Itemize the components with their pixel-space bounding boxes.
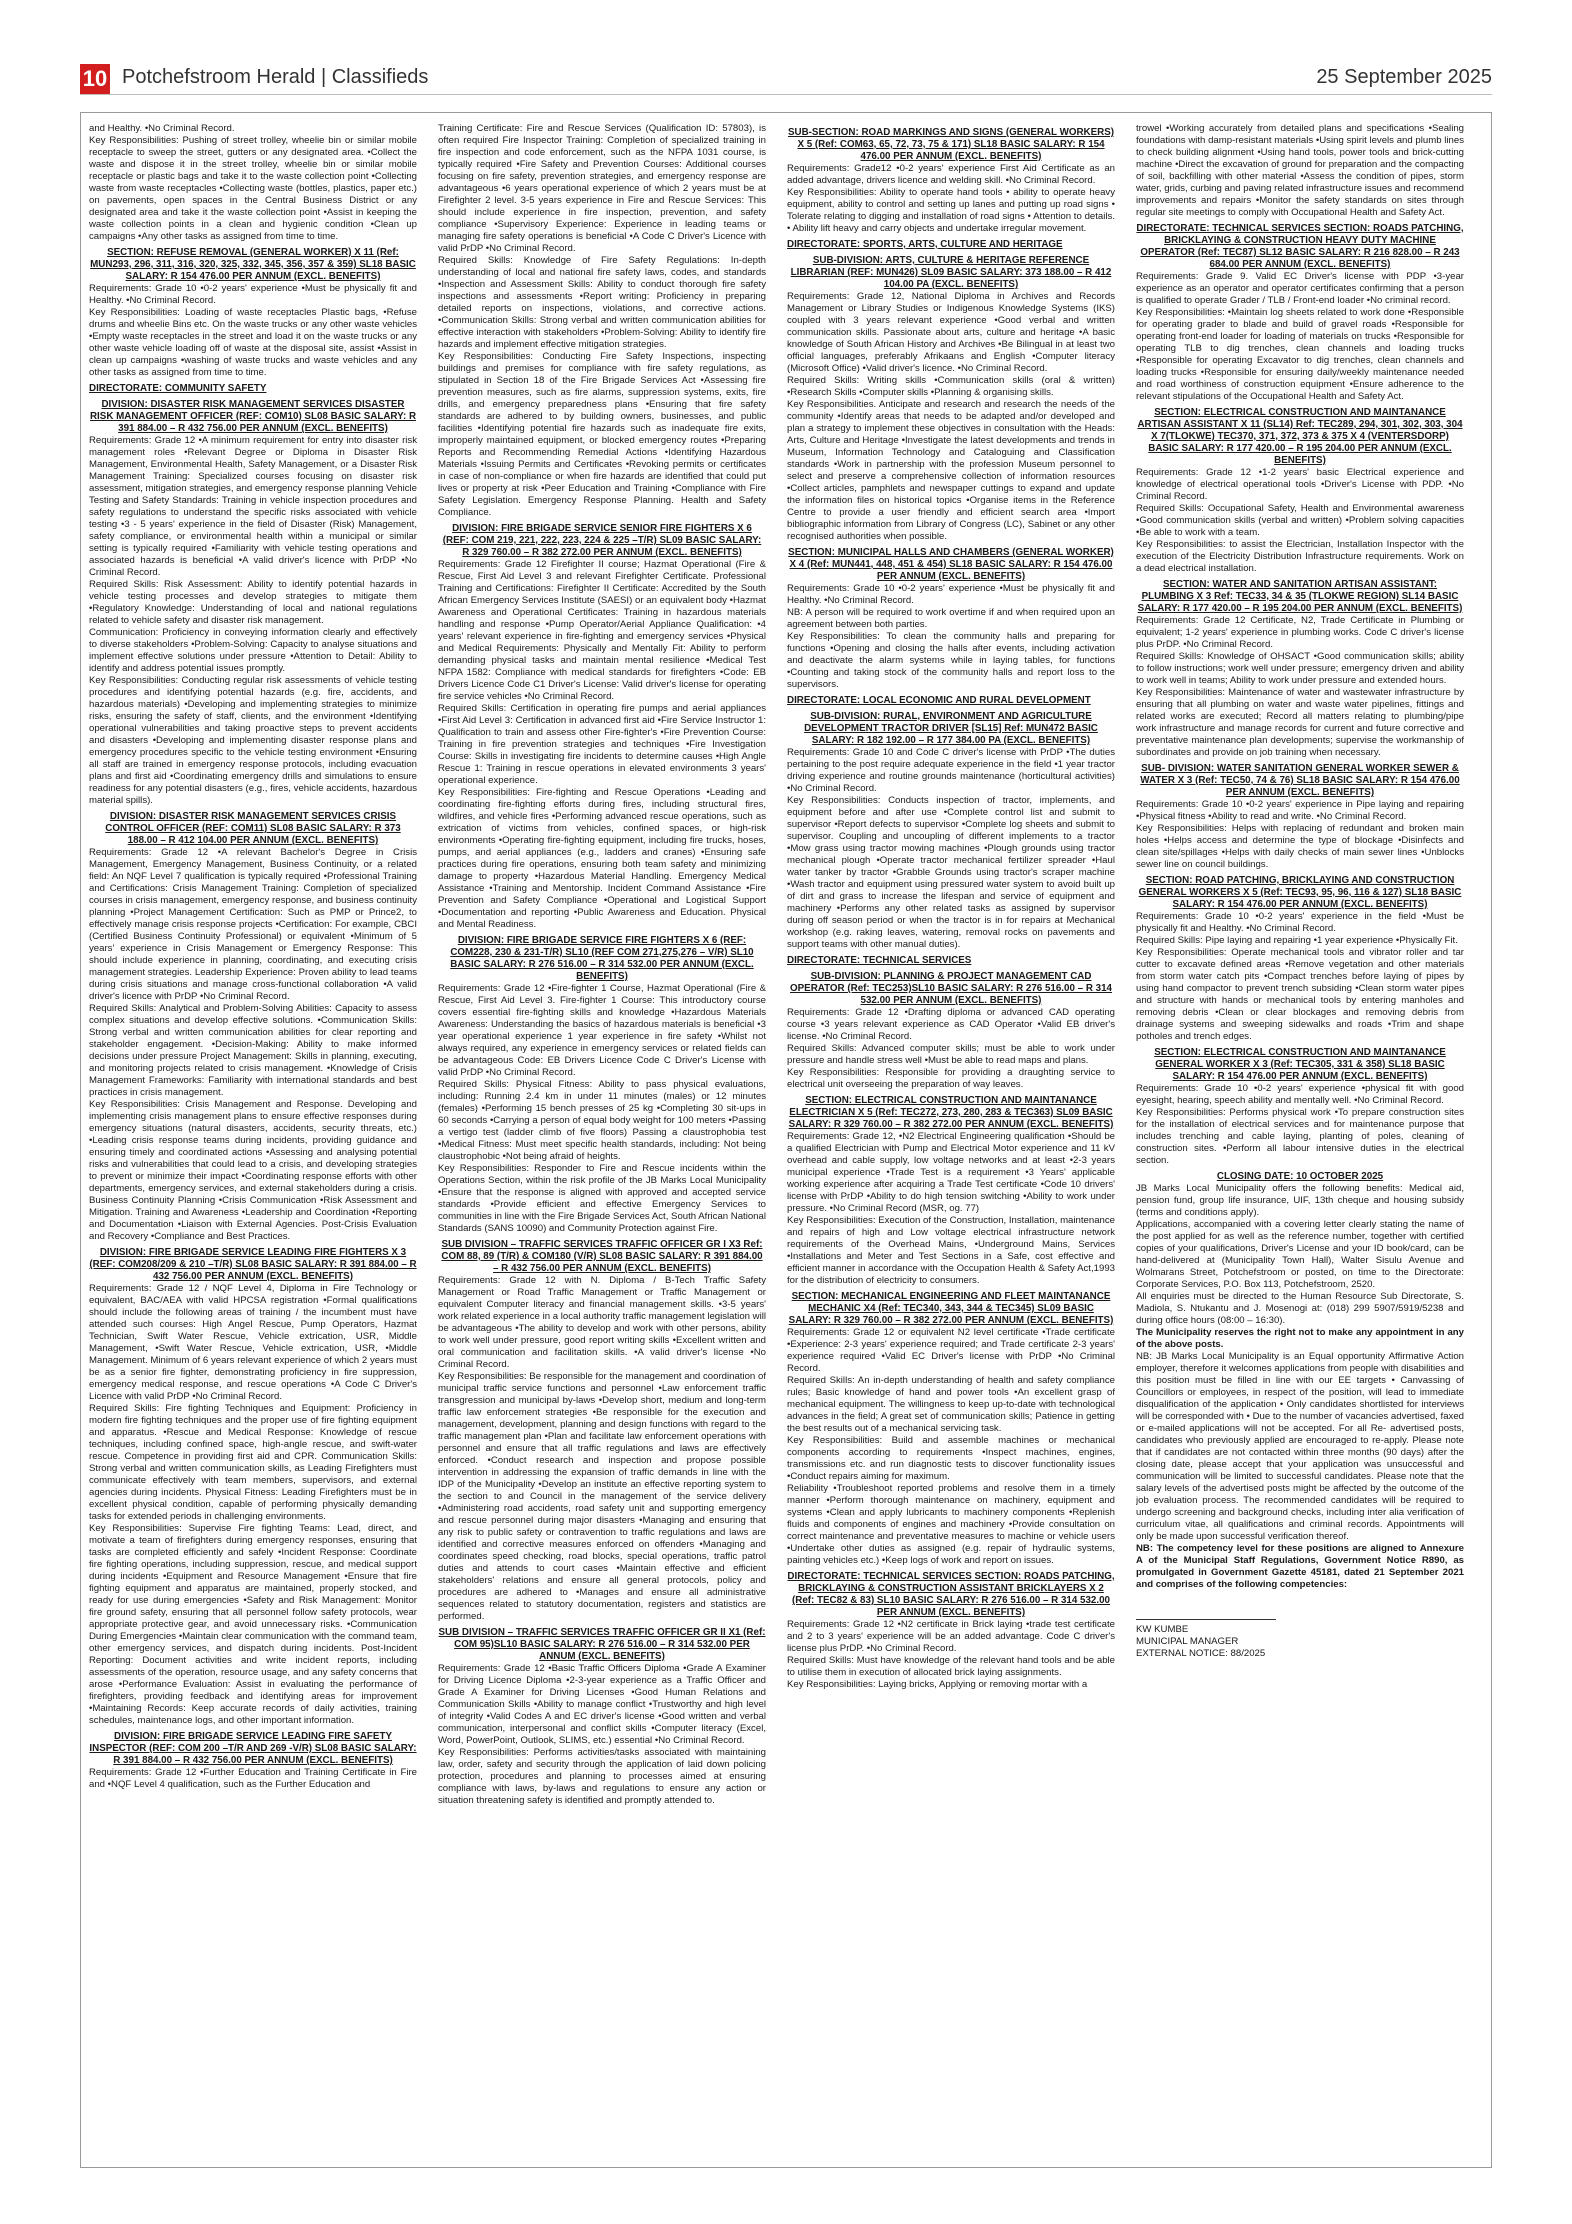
- position-heading: DIVISION: FIRE BRIGADE SERVICE SENIOR FIRE FIGHTERS X 6 (REF: COM 219, 221, 222, 223, 224 & 225 –T/R) SL09 BASIC SALARY: R 329 760.00 – R 382 272.00 PER ANNUM (EXCL. BENEFITS): [442, 523, 762, 558]
- position-heading: SUB- DIVISION: WATER SANITATION GENERAL WORKER SEWER & WATER X 3 (Ref: TEC50, 74 & 76) SL18 BASIC SALARY: R 154 476.00 PER ANNUM (EXCL. BENEFITS): [1140, 763, 1460, 798]
- column-1: [89, 123, 417, 2153]
- body-paragraph: Required Skills: Writing skills •Communication skills (oral & written) •Research Skills •Computer skills •Planning & organising skills.: [787, 375, 1115, 398]
- position-heading: SECTION: REFUSE REMOVAL (GENERAL WORKER) X 11 (Ref: MUN293, 296, 311, 316, 320, 325, 332, 345, 356, 357 & 359) SL18 BASIC SALARY: R 154 476.00 PER ANNUM (EXCL. BENEFITS): [90, 247, 416, 282]
- body-paragraph: Key Responsibilities: Execution of the Construction, Installation, maintenance and repairs of high and Low voltage electrical infrastructure network requirements of the Overhead Mains, •Underground Mains, Services •Installations and Meter and Test Sections in a Safe, cost effective and efficient manner in accordance with the Occupation Health & Safety Act,1993 for the distribution of electricity to consumers.: [787, 1215, 1115, 1286]
- position-heading: CLOSING DATE: 10 OCTOBER 2025: [1216, 1171, 1384, 1182]
- body-paragraph: Key Responsibilities: Fire-fighting and Rescue Operations •Leading and coordinating fire-fighting efforts during fires, including structural fires, wildfires, and vehicle fires •Performing advanced rescue operations, such as extrication of victims from vehicles, confined spaces, or high-risk environments •Operating fire-fighting equipment, including fire trucks, hoses, pumps, and aerial appliances (e.g., ladders and cranes) •Ensuring safe practices during fire operations, ensuring both team safety and minimizing damage to property •Hazardous Material Handling. Emergency Medical Assistance •Training and Mentorship. Incident Command Assistance •Fire Prevention and Safety Compliance •Operational and Logistical Support •Documentation and reporting •Public Awareness and Education. Physical and Mental Readiness.: [438, 787, 766, 930]
- body-paragraph: Requirements: Grade 10 •0-2 years' experience •Must be physically fit and Healthy. •No Criminal Record.: [787, 583, 1115, 606]
- position-heading: DIVISION: DISASTER RISK MANAGEMENT SERVICES DISASTER RISK MANAGEMENT OFFICER (REF: COM10) SL08 BASIC SALARY: R 391 884.00 – R 432 756.00 PER ANNUM (EXCL. BENEFITS): [89, 399, 417, 434]
- body-paragraph: Key Responsibilities: to assist the Electrician, Installation Inspector with the execution of the Electricity Distribution Infrastructure requirements. Work on a dead electrical installation.: [1136, 539, 1464, 574]
- position-heading: DIVISION: DISASTER RISK MANAGEMENT SERVICES CRISIS CONTROL OFFICER (REF: COM11) SL08 BASIC SALARY: R 373 188.00 – R 412 104.00 PER ANNUM (EXCL. BENEFITS): [105, 811, 401, 846]
- body-paragraph: Requirements: Grade 9. Valid EC Driver's license with PDP •3-year experience as an operator and operator certificates confirming that a person is qualified to operate Grader / TLB / Front-end loader •No criminal record.: [1136, 271, 1464, 306]
- body-paragraph: Requirements: Grade 10 •0-2 years' experience •Must be physically fit and Healthy. •No Criminal Record.: [89, 283, 417, 306]
- body-paragraph: Requirements: Grade 10 •0-2 years' experience in the field •Must be physically fit and Healthy. •No Criminal Record.: [1136, 911, 1464, 934]
- body-paragraph: Requirements: Grade 12, •N2 Electrical Engineering qualification •Should be a qualified Electrician with Pump and Electrical Motor experience and 11 kV overhead and cable supply, low voltage networks and at least •2-3 years municipal experience •Trade Test is a requirement •3 Years' applicable working experience after acquiring a Trade Test certificate •Code 10 drivers' license with PrDP •Ability to do high tension switching •Ability to work under pressure. •No Criminal Record (MSR, og. 77): [787, 1131, 1115, 1214]
- position-heading: DIRECTORATE: TECHNICAL SERVICES SECTION: ROADS PATCHING, BRICKLAYING & CONSTRUCTION ASSISTANT BRICKLAYERS X 2 (Ref: TEC82 & 83) SL10 BASIC SALARY: R 276 516.00 – R 314 532.00 PER ANNUM (EXCL. BENEFITS): [787, 1571, 1115, 1618]
- body-paragraph: Key Responsibilities: Responder to Fire and Rescue incidents within the Operations Section, within the risk profile of the JB Marks Local Municipality •Ensure that the response is aligned with approved and accepted service standards •Provide efficient and effective Emergency Services to communities in line with the Fire Brigade Services Act, South African National Standards (SANS 10090) and Community Protection against Fire.: [438, 1163, 766, 1234]
- body-paragraph: and Healthy. •No Criminal Record.: [89, 123, 235, 134]
- body-paragraph: Required Skills: Risk Assessment: Ability to identify potential hazards in vehicle testing processes and develop strategies to mitigate them •Regulatory Knowledge: Understanding of local and national regulations related to vehicle safety and disaster risk management.: [89, 579, 417, 626]
- position-heading: SUB-DIVISION: ARTS, CULTURE & HERITAGE REFERENCE LIBRARIAN (REF: MUN426) SL09 BASIC SALARY: 373 188.00 – R 412 104.00 PA (EXCL. BENEFITS): [790, 255, 1112, 290]
- body-paragraph: Required Skills: Must have knowledge of the relevant hand tools and be able to utilise them in execution of allocated brick laying assignments.: [787, 1655, 1115, 1678]
- body-paragraph: Key Responsibilities: Conducts inspection of tractor, implements, and equipment before and after use •Complete control list and submit to supervisor •Report defects to supervisor •Complete log sheets and submit to supervisor. Coupling and uncoupling of different implements to a tractor •Mow grass using tractor mowing machines •Plough grounds using tractor mechanical plough •Operate tractor mechanical fertilizer spreader •Haul water tanker by tractor •Grabble Grounds using tractor's scraper machine •Wash tractor and equipment using pressured water system to avoid built up of dirt and grass to increase the lifespan and service of equipment and machinery •Performs any other related tasks as assigned by supervisor during off season period or when the tractor is in for repairs at Mechanical workshop (e.g. raking leaves, watering, removal rocks on pavements and support teams with other manual duties).: [787, 795, 1115, 950]
- body-paragraph: Requirements: Grade 12 with N. Diploma / B-Tech Traffic Safety Management or Road Traffic Management or Traffic Management or equivalent Computer literacy and financial management skills. •3-5 years' work related experience in a local authority traffic management legislation will be advantageous •The ability to develop and work with other persons, ability to work well under pressure, good report writing skills •Excellent written and oral communication and facilitation skills. •A valid driver's license •No Criminal Record.: [438, 1275, 766, 1370]
- body-paragraph: Key Responsibilities: Laying bricks, Applying or removing mortar with a: [787, 1679, 1088, 1690]
- body-paragraph: Requirements: Grade 10 •0-2 years' experience in Pipe laying and repairing •Physical fitness •Ability to read and write. •No Criminal Record.: [1136, 799, 1464, 822]
- position-heading: SUB-SECTION: ROAD MARKINGS AND SIGNS (GENERAL WORKERS) X 5 (Ref: COM63, 65, 72, 73, 75 & 171) SL18 BASIC SALARY: R 154 476.00 PER ANNUM (EXCL. BENEFITS): [787, 127, 1115, 162]
- publication-name: Potchefstroom Herald | Classifieds: [122, 66, 429, 88]
- body-paragraph: NB: A person will be required to work overtime if and when required upon an agreement between both parties.: [787, 607, 1115, 630]
- body-paragraph: Required Skills: Advanced computer skills; must be able to work under pressure and handle stress well •Must be able to read maps and plans.: [787, 1043, 1115, 1066]
- body-paragraph: Requirements: Grade 10 •0-2 years' experience •physical fit with good eyesight, hearing, speech ability and mentally well. •No Criminal Record.: [1136, 1083, 1464, 1106]
- position-heading: SUB-DIVISION: PLANNING & PROJECT MANAGEMENT CAD OPERATOR (Ref: TEC253)SL10 BASIC SALARY: R 276 516.00 – R 314 532.00 PER ANNUM (EXCL. BENEFITS): [790, 971, 1112, 1006]
- body-paragraph: JB Marks Local Municipality offers the following benefits: Medical aid, pension fund, group life insurance, UIF, 13th cheque and housing subsidy (terms and conditions apply).: [1136, 1183, 1464, 1218]
- position-heading: SECTION: ELECTRICAL CONSTRUCTION AND MAINTANANCE GENERAL WORKER X 3 (Ref: TEC305, 331 & 358) SL18 BASIC SALARY: R 154 476.00 PER ANNUM (EXCL. BENEFITS): [1154, 1047, 1446, 1082]
- body-paragraph: Required Skills: Fire fighting Techniques and Equipment: Proficiency in modern fire fighting techniques and the proper use of fire fighting equipment and apparatus. •Rescue and Medical Response: Knowledge of rescue techniques, including confined space, high-angle rescue, and swift-water rescue. Competence in providing first aid and CPR. Communication Skills: Strong verbal and written communication skills, as Leading Firefighters must communicate effectively with team members, supervisors, and external agencies during incidents. Physical Fitness: Leading Firefighters must be in excellent physical condition, capable of performing physically demanding tasks for extended periods in challenging environments.: [89, 1403, 417, 1522]
- body-paragraph: Required Skills: Occupational Safety, Health and Environmental awareness •Good communication skills (verbal and written) •Problem solving capacities •Be able to work with a team.: [1136, 503, 1464, 538]
- page-header: [80, 64, 1492, 95]
- signature-line: [1136, 1619, 1276, 1620]
- body-paragraph: Requirements: Grade12 •0-2 years' experience First Aid Certificate as an added advantage, drivers licence and welding skill. •No Criminal Record.: [787, 163, 1115, 186]
- directorate-heading: DIRECTORATE: COMMUNITY SAFETY: [89, 383, 267, 394]
- notice-bold-paragraph: NB: The competency level for these positions are aligned to Annexure A of the Municipal Staff Regulations, Government Notice R890, as promulgated in Government Gazette 45181, dated 21 September 2021 and comprises of the following competencies:: [1136, 1543, 1464, 1590]
- directorate-heading: DIRECTORATE: LOCAL ECONOMIC AND RURAL DEVELOPMENT: [787, 695, 1091, 706]
- body-paragraph: Key Responsibilities. Anticipate and research and research the needs of the community •Identify areas that needs to be adapted and/or developed and plan a strategy to implement these objectives in consultation with the Heads: Arts, Culture and Heritage •Investigate the latest developments and trends in Museum, Information Technology and Cataloguing and Classification standards •Work in partnership with the profession Museum personnel to select and preserve a comprehensive collection of information resources •Collect articles, pamphlets and newspaper cuttings to expand and update the information files on historical topics •Organise items in the Reference Centre to provide a user friendly and efficient search area •Import bibliographic information from Library of Congress (LC), Sabinet or any other recognised authorities when possible.: [787, 399, 1115, 542]
- body-paragraph: Requirements: Grade 12 •A minimum requirement for entry into disaster risk management roles •Relevant Degree or Diploma in Disaster Risk Management, Environmental Health, Safety Management, or a Disaster Risk Management Training: Specialized courses focusing on disaster risk assessment, mitigation strategies, and emergency response planning Vehicle Testing and Safety Standards: Training in vehicle inspection procedures and safety regulations to understand the specific risks associated with vehicle testing •3 - 5 years' experience in the field of Disaster (Risk) Management, safety compliance, or environmental health within a municipal or similar setting is typically required •Familiarity with vehicle testing operations and associated hazards is beneficial •A valid driver's licence with PrDP •No Criminal Record.: [89, 435, 417, 578]
- body-paragraph: Requirements: Grade 12 / NQF Level 4, Diploma in Fire Technology or equivalent, BAC/AEA with valid HPCSA registration •Formal qualifications should include the following areas of training / the incumbent must have attended such courses: High Angel Rescue, Pump Operators, Hazmat Technician, Swift Water Rescue, Vehicle extrication, USR, Middle Management, •Swift Water Rescue, Vehicle extrication, USR, •Middle Management. Minimum of 6 years relevant experience of which 2 years must be as a senior fire fighter, demonstrating proficiency in fire suppression, emergency medical response, and rescue operations •A Code C Driver's Licence with valid PrDP •No Criminal Record.: [89, 1283, 417, 1402]
- body-paragraph: Key Responsibilities: Conducting regular risk assessments of vehicle testing procedures and identifying potential hazards (e.g. fire, accidents, and hazardous materials) •Developing and implementing strategies to minimize risks, ensuring the safety of staff, clients, and the environment •Identifying operational vulnerabilities and taking proactive steps to prevent accidents and disasters •Developing and implementing disaster response plans and emergency procedures specific to the vehicle testing environment •Ensuring all staff are trained in emergency response protocols, including evacuation plans and first aid •Coordinating emergency drills and simulations to ensure readiness for any potential disasters (e.g., fires, vehicle accidents, hazardous material spills).: [89, 675, 417, 806]
- position-heading: DIVISION: FIRE BRIGADE SERVICE FIRE FIGHTERS X 6 (REF: COM228, 230 & 231-T/R) SL10 (REF COM 271,275,276 – V/R) SL10 BASIC SALARY: R 276 516.00 – R 314 532.00 PER ANNUM (EXCL. BENEFITS): [450, 935, 754, 982]
- body-paragraph: Key Responsibilities: Ability to operate hand tools • ability to operate heavy equipment, ability to control and setting up lanes and putting up road signs • Tolerate relating to digging and installation of road signs • Attention to details. • Ability lift heavy and carry objects and undertake irregular movement.: [787, 187, 1115, 234]
- position-heading: DIRECTORATE: TECHNICAL SERVICES SECTION: ROADS PATCHING, BRICKLAYING & CONSTRUCTION HEAVY DUTY MACHINE OPERATOR (Ref: TEC87) SL12 BASIC SALARY: R 216 828.00 – R 243 684.00 PER ANNUM (EXCL. BENEFITS): [1136, 223, 1464, 270]
- body-paragraph: Key Responsibilities: Supervise Fire fighting Teams: Lead, direct, and motivate a team of firefighters during emergency responses, ensuring that tasks are completed efficiently and safely •Incident Response: Coordinate fire fighting operations, including suppression, rescue, and medical support during incidents •Equipment and Resource Management •Ensure that fire fighting equipment and apparatus are maintained, properly stocked, and ready for use during emergencies •Safety and Risk Management: Monitor fire ground safety, ensuring that all personnel follow safety protocols, wear appropriate protective gear, and avoid unnecessary risks. •Communication During Emergencies •Maintain clear communication with the command team, other emergency services, and dispatch during incidents. Post-Incident Reporting: Document activities and write incident reports, including assessments of the operation, resource usage, and any safety concerns that arose •Performance Evaluation: Assist in evaluating the performance of firefighters, providing feedback and identifying areas for improvement •Maintaining Records: Keep accurate records of daily activities, training schedules, maintenance logs, and other important information.: [89, 1523, 417, 1726]
- directorate-heading: DIRECTORATE: SPORTS, ARTS, CULTURE AND HERITAGE: [787, 239, 1063, 250]
- body-paragraph: Key Responsibilities: Pushing of street trolley, wheelie bin or similar mobile receptacle to sweep the street, gutters or any designated area. •Collect the waste and dispose it in the street trolley, wheelie bin or similar mobile receptacle or plastic bags and take it to the waste collection point •Collecting waste from waste receptacles •Collecting waste (bottles, plastics, paper etc.) on pavements, open spaces in the Central Business District or any designated area and take it the waste collection point •Assist in keeping the waste collection points in a clean and hygienic condition •Clean up campaigns •Any other tasks as assigned from time to time.: [89, 135, 417, 242]
- body-paragraph: Key Responsibilities: Helps with replacing of redundant and broken main holes •Helps access and determine the type of blockage •Disinfects and clean site/spillages •Helps with daily checks of main sewer lines •Unblocks sewer line on council buildings.: [1136, 823, 1464, 870]
- body-paragraph: All enquiries must be directed to the Human Resource Sub Directorate, S. Madiola, S. Ntukantu and J. Mosenogi at: (018) 299 5907/5919/5238 and during office hours (08:00 – 16:30).: [1136, 1291, 1464, 1326]
- position-heading: SUB DIVISION – TRAFFIC SERVICES TRAFFIC OFFICER GR I X3 Ref: COM 88, 89 (T/R) & COM180 (V/R) SL08 BASIC SALARY: R 391 884.00 – R 432 756.00 PER ANNUM (EXCL. BENEFITS): [441, 1239, 763, 1274]
- position-heading: SECTION: ELECTRICAL CONSTRUCTION AND MAINTANANCE ELECTRICIAN X 5 (Ref: TEC272, 273, 280, 283 & TEC363) SL09 BASIC SALARY: R 329 760.00 – R 382 272.00 PER ANNUM (EXCL. BENEFITS): [788, 1095, 1114, 1130]
- position-heading: SUB-DIVISION: RURAL, ENVIRONMENT AND AGRICULTURE DEVELOPMENT TRACTOR DRIVER [SL15] Ref: MUN472 BASIC SALARY: R 182 192.00 – R 177 384.00 PA (EXCL. BENEFITS): [804, 711, 1098, 746]
- body-paragraph: Required Skills: Pipe laying and repairing •1 year experience •Physically Fit.: [1136, 935, 1458, 946]
- body-paragraph: Required Skills: Knowledge of Fire Safety Regulations: In-depth understanding of local and national fire safety laws, codes, and standards •Inspection and Assessment Skills: Ability to conduct thorough fire safety inspections and assessments •Report writing: Proficiency in preparing detailed reports on inspections, violations, and corrective actions. •Communication Skills: Strong verbal and written communication abilities for effective interaction with stakeholders •Problem-Solving: Ability to identify fire hazards and implement effective mitigation strategies.: [438, 255, 766, 350]
- body-paragraph: Communication: Proficiency in conveying information clearly and effectively to diverse stakeholders •Problem-Solving: Capacity to analyse situations and implement effective solutions under pressure •Attention to Detail: Ability to identify and address potential issues promptly.: [89, 627, 417, 674]
- body-paragraph: Requirements: Grade 12 •A relevant Bachelor's Degree in Crisis Management, Emergency Management, Business Continuity, or a related field: An NQF Level 7 qualification is typically required •Professional Training and Certifications: Crisis Management Training: Completion of specialized courses in crisis management, emergency response, and business continuity planning •Project Management Certification: Such as PMP or Prince2, to effectively manage crisis response projects •Certification: For example, CBCI (Certified Business Continuity Professional) or equivalent •Minimum of 5 years' experience in Crisis Management or Emergency Response: This should include experience in planning, coordinating, and executing crisis management strategies. Leadership Experience: Proven ability to lead teams during crisis situations and manage cross-functional collaboration •A valid driver's licence with PrDP •No Criminal Record.: [89, 847, 417, 1002]
- body-paragraph: Key Responsibilities: Operate mechanical tools and vibrator roller and tar cutter to excavate defined areas •Remove vegetation and other materials from storm water catch pits •Compact trenches before laying of pipes by using hand compactor to prevent trench subsiding •Clean storm water pipes and structure with hands or mechanical tools by entering manholes and removing debris •Clean or clear blockages and removing debris from drainage systems and sweeping sidewalks and roads •Trim and shape potholes and trench edges.: [1136, 947, 1464, 1042]
- body-paragraph: Reliability •Troubleshoot reported problems and resolve them in a timely manner •Perform thorough maintenance on machinery, equipment and systems •Clean and apply lubricants to machinery components •Replenish fluids and components of engines and machinery •Provide consultation on correct maintenance and preventative measures to machine or vehicle users •Undertake other duties as assigned (e.g. repair of hydraulic systems, painting vehicles etc.) •Keep logs of work and report on issues.: [787, 1483, 1115, 1566]
- body-paragraph: Requirements: Grade 12 •1-2 years' basic Electrical experience and knowledge of electrical operational tools •Driver's License with PDP. •No Criminal Record.: [1136, 467, 1464, 502]
- body-paragraph: Key Responsibilities: Performs activities/tasks associated with maintaining law, order, safety and security through the application of laid down policing protection, procedures and planning to processes aimed at ensuring compliance with laws, by-laws and regulations to ensure any action or situation threatening safety is identified and promptly attended to.: [438, 1747, 766, 1806]
- body-paragraph: Requirements: Grade 12, National Diploma in Archives and Records Management or Library Studies or Indigenous Knowledge Systems (IKS) coupled with 3 years relevant experience •Good verbal and written communication skills. Passionate about arts, culture and heritage •A basic knowledge of South African History and Archives •Be Bilingual in at least two official languages, preferably Afrikaans and English •Computer literacy (Microsoft Office) •Valid driver's licence. •No Criminal Record.: [787, 291, 1115, 374]
- position-heading: SECTION: ELECTRICAL CONSTRUCTION AND MAINTANANCE ARTISAN ASSISTANT X 11 (SL14) Ref: TEC289, 294, 301, 302, 303, 304 X 7(TLOKWE) TEC370, 371, 372, 373 & 375 X 4 (VENTERSDORP) BASIC SALARY: R 177 420.00 – R 195 204.00 PER ANNUM (EXCL. BENEFITS): [1137, 407, 1463, 466]
- body-paragraph: Requirements: Grade 12 •Fire-fighter 1 Course, Hazmat Operational (Fire & Rescue, First Aid Level 3. Fire-fighter 1 Course: This introductory course covers essential fire-fighting skills and knowledge •Hazardous Materials Awareness: Understanding the basics of hazardous materials is beneficial •3 year operational experience 1 year experience in fire safety •Whilst not always required, any experience in emergency services or related fields can be advantageous Code: EB Drivers Licence Code C Driver's License with valid PrDP •No Criminal Record.: [438, 983, 766, 1078]
- body-paragraph: Required Skills: Physical Fitness: Ability to pass physical evaluations, including: Running 2.4 km in under 11 minutes (males) or 12 minutes (females) •Performing 15 bench presses of 25 kg •Completing 30 sit-ups in 60 seconds •Carrying a person of equal body weight for 100 meters •Passing a vertigo test (ladder climb of five floors) Passing a claustrophobia test •Medical Fitness: Must meet specific health standards, including: Not being claustrophobic •Not being afraid of heights.: [438, 1079, 766, 1162]
- position-heading: SECTION: MECHANICAL ENGINEERING AND FLEET MAINTANANCE MECHANIC X4 (Ref: TEC340, 343, 344 & TEC345) SL09 BASIC SALARY: R 329 760.00 – R 382 272.00 PER ANNUM (EXCL. BENEFITS): [788, 1291, 1114, 1326]
- body-paragraph: Requirements: Grade 12 •Basic Traffic Officers Diploma •Grade A Examiner for Driving Licence Diploma •2-3-year experience as a Traffic Officer and Grade A Examiner for Driving Licenses •Good Human Relations and Communication Skills •Ability to manage conflict •Trustworthy and high level of integrity •Valid Codes A and EC driver's license •Good written and verbal communication, interpersonal and conflict skills •Computer literacy (Excel, Word, PowerPoint, Outlook, SLIMS, etc.) essential •No Criminal Record.: [438, 1663, 766, 1746]
- page-number-badge: 10: [80, 64, 110, 94]
- body-paragraph: Key Responsibilities: Be responsible for the management and coordination of municipal traffic service functions and personnel •Law enforcement traffic transgression and municipal by-laws •Develop short, medium and long-term traffic law enforcement strategies •Be responsible for the execution and management, development, planning and design functions with regard to the traffic management plan •Plan and facilitate law enforcement operations with personnel and ensure that all traffic regulations and laws are effectively enforced. •Conduct research and inspection and propose possible intervention in addressing the expansion of traffic demands in line with the IDP of the Municipality •Develop an institute an effective reporting system to the section to and Council in the management of the service delivery •Administering road accidents, road safety unit and supporting emergency and rescue personnel during major disasters •Managing and ensuring that any risk to public safety or contravention to traffic regulations and laws are identified and corrective measures enforced on offenders •Managing and coordinates speed checking, road blocks, special operations, traffic patrol duties and attends to court cases •Maintain effective and efficient stakeholders' relations and ensure all general protocols, policy and procedures are adhered to •Manages and ensure all administrative sequences related to statutory documentation, registers and statistics are performed.: [438, 1371, 766, 1622]
- position-heading: SECTION: ROAD PATCHING, BRICKLAYING AND CONSTRUCTION GENERAL WORKERS X 5 (Ref: TEC93, 95, 96, 116 & 127) SL18 BASIC SALARY: R 154 476.00 PER ANNUM (EXCL. BENEFITS): [1138, 875, 1462, 910]
- column-4: [1136, 123, 1464, 2153]
- classified-advert-frame: [80, 112, 1492, 2168]
- position-heading: SUB DIVISION – TRAFFIC SERVICES TRAFFIC OFFICER GR II X1 (Ref: COM 95)SL10 BASIC SALARY: R 276 516.00 – R 314 532.00 PER ANNUM (EXCL. BENEFITS): [438, 1627, 766, 1662]
- position-heading: DIVISION: FIRE BRIGADE SERVICE LEADING FIRE SAFETY INSPECTOR (REF: COM 200 –T/R AND 269 -V/R) SL08 BASIC SALARY: R 391 884.00 – R 432 756.00 PER ANNUM (EXCL. BENEFITS): [89, 1731, 417, 1766]
- body-paragraph: Requirements: Grade 12 •Drafting diploma or advanced CAD operating course •3 years relevant experience as CAD Operator •Valid EB driver's license. •No Criminal Record.: [787, 1007, 1115, 1042]
- body-paragraph: Requirements: Grade 12 Certificate, N2, Trade Certificate in Plumbing or equivalent; 1-2 years' experience in plumbing works. Code C driver's license plus PrDP. •No Criminal Record.: [1136, 615, 1464, 650]
- body-paragraph: Requirements: Grade 12 •Further Education and Training Certificate in Fire and •NQF Level 4 qualification, such as the Further Education and: [89, 1767, 417, 1790]
- body-paragraph: Key Responsibilities: Crisis Management and Response. Developing and implementing crisis management plans to ensure effective responses during emergency situations (natural disasters, accidents, security threats, etc.) •Leading crisis response teams during incidents, providing guidance and ensuring timely and coordinated actions •Assessing and analysing potential risks and vulnerabilities that could lead to a crisis, and developing strategies to prevent or minimize their impact •Coordinating response efforts with other departments, emergency services, and external stakeholders during a crisis. Business Continuity Planning •Crisis Communication •Risk Assessment and Mitigation. Training and Awareness •Leadership and Coordination •Reporting and Documentation •Liaison with External Agencies. Post-Crisis Evaluation and Recovery •Compliance and Best Practices.: [89, 1099, 417, 1242]
- body-paragraph: Required Skills: An in-depth understanding of health and safety compliance rules; Basic knowledge of hand and power tools •An excellent grasp of mechanical equipment. The willingness to keep up-to-date with technological advances in the field; A great set of communication skills; Patience in getting the best results out of a mechanical servicing task.: [787, 1375, 1115, 1434]
- body-paragraph: Required Skills: Knowledge of OHSACT •Good communication skills; ability to follow instructions; work well under pressure; emergency driven and ability to work well in teams; Ability to work under pressure and extended hours.: [1136, 651, 1464, 686]
- body-paragraph: Requirements: Grade 10 and Code C driver's license with PrDP •The duties pertaining to the post require adequate experience in the field •1 year tractor driving experience and routine grounds maintenance (horticultural activities) •No Criminal Record.: [787, 747, 1115, 794]
- body-paragraph: Key Responsibilities: Loading of waste receptacles Plastic bags, •Refuse drums and wheelie Bins etc. On the waste trucks or any other waste vehicles •Empty waste receptacles in the street and load it on the waste trucks or any other waste vehicle loading off of waste at the disposal site, assist •Assist in clean up campaigns •washing of waste trucks and waste vehicles and any other tasks as assigned from time to time.: [89, 307, 417, 378]
- column-3: [787, 123, 1115, 2153]
- body-paragraph: Key Responsibilities: •Maintain log sheets related to work done •Responsible for operating grader to blade and build of gravel roads •Responsible for operating front-end loader for loading of materials on trucks •Responsible for operating TLB to dig trenches, clean channels and loading trucks •Responsible for operating Excavator to dig trenches, clean channels and loading trucks •Responsible for ensuring daily/weekly maintenance needed and road worthiness of construction equipment •Ensure adherence to the relevant stipulations of the Occupational Health and Safety Act.: [1136, 307, 1464, 402]
- body-paragraph: Training Certificate: Fire and Rescue Services (Qualification ID: 57803), is often required Fire Inspector Training: Completion of specialized training in fire inspection and code enforcement, such as the NFPA 1031 course, is typically required •Fire Safety and Prevention Courses: Additional courses focusing on fire safety, prevention strategies, and emergency response are advantageous •6 years operational experience of which 2 years must be at Firefighter 2 level. 3-5 years experience in Fire and Rescue Services: This should include experience in fire inspection, prevention, and safety compliance •Supervisory Experience: Experience in leading teams or managing fire safety operations is beneficial •A Code C Driver's Licence with valid PrDP •No Criminal Record.: [438, 123, 766, 254]
- body-paragraph: Key Responsibilities: Conducting Fire Safety Inspections, inspecting buildings and premises for compliance with fire safety regulations, as stipulated in Section 18 of the Fire Brigade Services Act •Assessing fire prevention measures, such as fire alarms, suppression systems, exits, fire drills, and emergency preparedness plans •Ensuring that fire safety standards are adhered to by building owners, businesses, and public facilities •Identifying potential fire hazards such as inadequate fire exits, improperly maintained equipment, or blocked emergency routes •Preparing Reports and Recommending Remedial Actions •Identifying Hazardous Materials •Issuing Permits and Certificates •Revoking permits or certificates in case of non-compliance or when fire hazards are identified that could put lives or property at risk •Peer Education and Training •Compliance with Fire Safety Legislation. Emergency Response Planning. Health and Safety Compliance.: [438, 351, 766, 518]
- body-paragraph: Requirements: Grade 12 or equivalent N2 level certificate •Trade certificate •Experience: 2-3 years' experience required; and Trade certificate 2-3 years' experience required •Valid EC Driver's license with PrDP •No Criminal Record.: [787, 1327, 1115, 1374]
- body-paragraph: Required Skills: Analytical and Problem-Solving Abilities: Capacity to assess complex situations and develop effective solutions. •Communication Skills: Strong verbal and written communication abilities for clear reporting and stakeholder engagement. •Decision-Making: Ability to make informed decisions under pressure Project Management: Skills in planning, executing, and monitoring projects related to crisis management. •Knowledge of Crisis Management Frameworks: Familiarity with international standards and best practices in crisis management.: [89, 1003, 417, 1098]
- body-paragraph: Requirements: Grade 12 Firefighter II course; Hazmat Operational (Fire & Rescue, First Aid Level 3 and relevant Firefighter Certificate. Professional Training and Certifications: Firefighter II Certificate: Accredited by the South African Emergency Services Institute (SAESI) or an equivalent body •Hazmat Awareness and Operational Certificates: Training in hazardous materials handling and response •Pump Operator/Aerial Appliance Qualification: •4 years' relevant experience in fire-fighting and emergency services •Physical and Medical Requirements: Physically and Mentally Fit: Ability to perform demanding physical tasks and maintain mental resilience •Medical Test NFPA 1582: Compliance with medical standards for firefighters •Code: EB Drivers Licence Code C1 Driver's License: Valid driver's license for operating fire service vehicles •No Criminal Record.: [438, 559, 766, 702]
- position-heading: DIVISION: FIRE BRIGADE SERVICE LEADING FIRE FIGHTERS X 3 (REF: COM208/209 & 210 –T/R) SL08 BASIC SALARY: R 391 884.00 – R 432 756.00 PER ANNUM (EXCL. BENEFITS): [89, 1247, 417, 1282]
- body-paragraph: EXTERNAL NOTICE: 88/2025: [1136, 1648, 1266, 1659]
- body-paragraph: NB: JB Marks Local Municipality is an Equal opportunity Affirmative Action employer, therefore it welcomes applications from people with disabilities and this position must be filled in line with our EE targets • Canvassing of Councillors or employees, in respect of the position, will lead to immediate disqualification of the application • Only candidates shortlisted for interviews will be corresponded with • Due to the number of vacancies advertised, faxed or e-mailed applications will not be accepted. For all Re- advertised posts, candidates who previously applied are encouraged to re-apply. Please note that if candidates are not contacted within three months (90 days) after the closing date, please accept that your application was unsuccessful and communication will be limited to successful candidates. Please note that the salary levels of the advertised posts might be affected by the outcome of the job evaluation process. The recommended candidates will be required to undergo screening and background checks, including inter alia verification of curriculum vitae, all qualifications and criminal records. Appointments will only be made upon successful verification thereof.: [1136, 1351, 1464, 1542]
- body-paragraph: Applications, accompanied with a covering letter clearly stating the name of the post applied for as well as the reference number, together with certified copies of your qualifications, Driver's License and your ID book/card, can be hand-delivered at (Municipality Town Hall), Walter Sisulu Avenue and Wolmarans Street, Potchefstroom or posted, on time to the Directorate: Corporate Services, P.O. Box 113, Potchefstroom, 2520.: [1136, 1219, 1464, 1290]
- column-2: [438, 123, 766, 2153]
- position-heading: SECTION: WATER AND SANITATION ARTISAN ASSISTANT: PLUMBING X 3 Ref: TEC33, 34 & 35 (TLOKWE REGION) SL14 BASIC SALARY: R 177 420.00 – R 195 204.00 PER ANNUM (EXCL. BENEFITS): [1137, 579, 1463, 614]
- body-paragraph: KW KUMBE: [1136, 1624, 1189, 1635]
- issue-date: 25 September 2025: [1316, 66, 1492, 88]
- body-paragraph: trowel •Working accurately from detailed plans and specifications •Sealing foundations with damp-resistant materials •Using spirit levels and plumb lines to check building alignment •Using hand tools, power tools and brick-cutting machine •Direct the excavation of ground for preparation and the compacting of soil, backfilling with other material •Assess the condition of pipes, storm water, grids, curbing and paving related infrastructure issues and recommend improvements and repairs •Monitor the safety standards on sites through regular site meetings to comply with Occupational Health and Safety Act.: [1136, 123, 1464, 218]
- body-paragraph: Requirements: Grade 12 •N2 certificate in Brick laying •trade test certificate and 2 to 3 years' experience will be an added advantage. Code C driver's license plus PrDP. •No Criminal Record.: [787, 1619, 1115, 1654]
- body-paragraph: Required Skills: Certification in operating fire pumps and aerial appliances •First Aid Level 3: Certification in advanced first aid •Fire Service Instructor 1: Qualification to train and assess other Fire-fighter's •Fire Prevention Course: Training in fire prevention strategies and techniques •Fire Investigation Course: Skills in investigating fire incidents to determine causes •High Angle Rescue 1: Training in rescue operations in elevated environments 3 years' operational experience.: [438, 703, 766, 786]
- body-paragraph: MUNICIPAL MANAGER: [1136, 1636, 1239, 1647]
- body-paragraph: Key Responsibilities: Performs physical work •To prepare construction sites for the installation of electrical services and for maintenance purpose that includes trenching and cable laying, planting of poles, cleaning of construction sites. •Perform all labour intensive duties in the electrical section.: [1136, 1107, 1464, 1166]
- notice-bold-paragraph: The Municipality reserves the right not to make any appointment in any of the above posts.: [1136, 1327, 1464, 1350]
- body-paragraph: Key Responsibilities: To clean the community halls and preparing for functions •Opening and closing the halls after events, including activation and deactivate the alarm systems while in laying tables, for functions •Counting and taking stock of the community halls and report loss to the supervisors.: [787, 631, 1115, 690]
- position-heading: SECTION: MUNICIPAL HALLS AND CHAMBERS (GENERAL WORKER) X 4 (Ref: MUN441, 448, 451 & 454) SL18 BASIC SALARY: R 154 476.00 PER ANNUM (EXCL. BENEFITS): [788, 547, 1114, 582]
- body-paragraph: Key Responsibilities: Maintenance of water and wastewater infrastructure by ensuring that all plumbing on water and waste water pipelines, fittings and related works are executed; Record all matters relating to plumbing/pipe work infrastructure and manage records for current and future corrective and preventative maintenance plan developments; supervise the workmanship of subordinates and provide on job training when necessary.: [1136, 687, 1464, 758]
- body-paragraph: Key Responsibilities: Responsible for providing a draughting service to electrical unit overseeing the preparation of way leaves.: [787, 1067, 1115, 1090]
- directorate-heading: DIRECTORATE: TECHNICAL SERVICES: [787, 955, 972, 966]
- body-paragraph: Key Responsibilities: Build and assemble machines or mechanical components according to requirements •Inspect machines, engines, transmissions etc. and run diagnostic tests to discover functionality issues •Conduct repairs aiming for maximum.: [787, 1435, 1115, 1482]
